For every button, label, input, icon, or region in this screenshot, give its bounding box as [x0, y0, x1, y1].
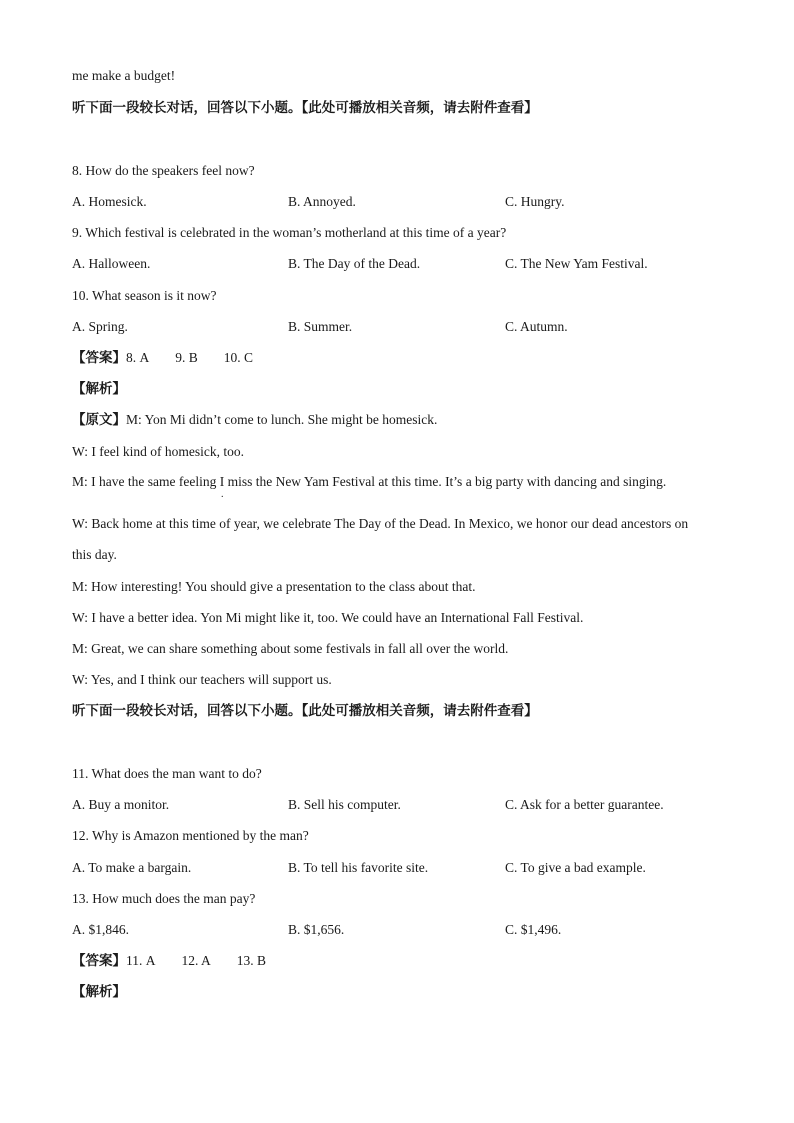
transcript-line-7: W: I have a better idea. Yon Mi might like it, too. We could have an International Fall Festival. [72, 610, 584, 625]
answer-9: 9. B [175, 350, 198, 365]
punctuation-dot: . [221, 489, 224, 500]
question-9: 9. Which festival is celebrated in the woman’s motherland at this time of a year? [72, 225, 507, 240]
transcript-line-3: M: I have the same feeling I miss the New Yam Festival at this time. It’s a big party with dancing and singing. [72, 474, 667, 489]
q13-option-a: A. $1,846. [72, 922, 129, 937]
answer-tag: 【答案】 [72, 350, 126, 366]
original-tag: 【原文】 [72, 412, 126, 428]
answer-tag: 【答案】 [72, 953, 126, 969]
listening-prompt: 听下面一段较长对话，回答以下小题。【此处可播放相关音频，请去附件查看】 [72, 100, 538, 116]
q10-option-b: B. Summer. [288, 319, 353, 334]
q13-option-b: B. $1,656. [288, 922, 345, 937]
answer-12: 12. A [181, 953, 211, 968]
q11-option-c: C. Ask for a better guarantee. [505, 797, 664, 812]
transcript-line-8: M: Great, we can share something about some festivals in fall all over the world. [72, 641, 509, 656]
q9-option-b: B. The Day of the Dead. [288, 256, 421, 271]
question-13: 13. How much does the man pay? [72, 891, 256, 906]
q9-option-c: C. The New Yam Festival. [505, 256, 648, 271]
q8-option-a: A. Homesick. [72, 194, 147, 209]
transcript-line-9: W: Yes, and I think our teachers will support us. [72, 672, 332, 687]
question-11: 11. What does the man want to do? [72, 766, 262, 781]
transcript-line-4: W: Back home at this time of year, we celebrate The Day of the Dead. In Mexico, we honor our dead ancestors on [72, 516, 689, 531]
q11-option-a: A. Buy a monitor. [72, 797, 170, 812]
answer-8: 8. A [126, 350, 150, 365]
q9-option-a: A. Halloween. [72, 256, 151, 271]
q11-option-b: B. Sell his computer. [288, 797, 401, 812]
answer-10: 10. C [223, 350, 254, 365]
q10-option-a: A. Spring. [72, 319, 128, 334]
analysis-tag-1: 【解析】 [72, 381, 126, 397]
q13-option-c: C. $1,496. [505, 922, 562, 937]
top-fragment: me make a budget! [72, 68, 176, 83]
answer-13: 13. B [236, 953, 267, 968]
q8-option-b: B. Annoyed. [288, 194, 356, 209]
listening-prompt-2: 听下面一段较长对话，回答以下小题。【此处可播放相关音频，请去附件查看】 [72, 703, 538, 719]
transcript-text: M: Yon Mi didn’t come to lunch. She might be homesick. [126, 412, 438, 427]
q12-option-b: B. To tell his favorite site. [288, 860, 429, 875]
answer-11: 11. A [126, 953, 156, 968]
q8-option-c: C. Hungry. [505, 194, 565, 209]
question-12: 12. Why is Amazon mentioned by the man? [72, 828, 309, 843]
q12-option-c: C. To give a bad example. [505, 860, 646, 875]
answer-line-2 [72, 952, 266, 970]
answer-line-1 [72, 349, 253, 367]
transcript-line-1 [72, 411, 437, 429]
question-8: 8. How do the speakers feel now? [72, 163, 255, 178]
transcript-line-5: this day. [72, 547, 117, 562]
q10-option-c: C. Autumn. [505, 319, 568, 334]
q12-option-a: A. To make a bargain. [72, 860, 192, 875]
question-10: 10. What season is it now? [72, 288, 217, 303]
transcript-line-6: M: How interesting! You should give a presentation to the class about that. [72, 579, 476, 594]
transcript-line-2: W: I feel kind of homesick, too. [72, 444, 244, 459]
analysis-tag-2: 【解析】 [72, 984, 126, 1000]
